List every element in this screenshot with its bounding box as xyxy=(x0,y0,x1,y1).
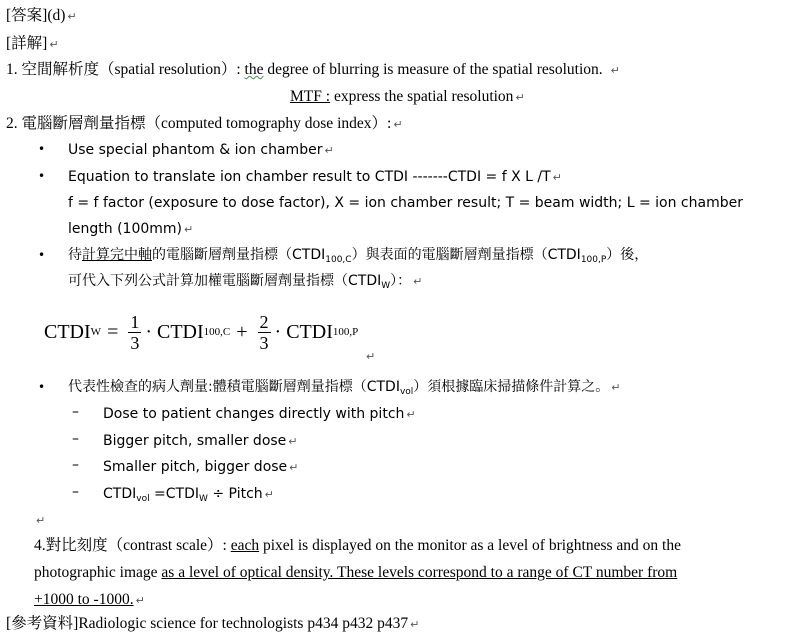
paragraph-mark: ↵ xyxy=(515,91,525,104)
item2-label: 2. 電腦斷層劑量指標（computed tomography dose index）: xyxy=(6,115,392,132)
paragraph-mark: ↵ xyxy=(135,594,145,607)
paragraph-mark: ↵ xyxy=(393,118,403,131)
bullet-3-end: ）後， xyxy=(606,247,649,263)
dash-2 xyxy=(103,431,298,452)
item2-line xyxy=(6,114,403,135)
dash-4-pre: CTDI xyxy=(103,486,137,502)
bullet-2-text: Equation to translate ion chamber result to CTDI -------CTDI = f X L /T xyxy=(68,169,551,185)
bullet-3-sub-1: 100,C xyxy=(325,255,352,265)
item1-line xyxy=(6,60,620,81)
item4-underlined-3: +1000 to -1000. xyxy=(34,591,134,608)
bullet-dot: • xyxy=(38,248,46,262)
dash-1-text: Dose to patient changes directly with pitch xyxy=(103,406,405,422)
reference-text: [參考資料]Radiologic science for technologists p434 p432 p437 xyxy=(6,615,409,632)
bullet-2-cont-2 xyxy=(68,219,193,240)
dash-4-end: ÷ Pitch xyxy=(207,486,263,502)
paragraph-mark: ↵ xyxy=(288,435,298,448)
item4-label: 4.對比刻度（contrast scale）: xyxy=(34,537,231,554)
fraction-numerator: 1 xyxy=(130,311,140,332)
bullet-dot: • xyxy=(38,380,46,394)
item1-label: 1. 空間解析度（spatial resolution）: xyxy=(6,61,245,78)
formula-plus: + xyxy=(236,320,248,343)
item4-text-1: pixel is displayed on the monitor as a level of brightness and on the xyxy=(259,537,681,554)
bullet-3 xyxy=(68,245,648,270)
paragraph-mark: ↵ xyxy=(67,10,77,23)
reference-line xyxy=(6,614,419,635)
bullet-1 xyxy=(68,140,334,161)
bullet-4-end: ）須根據臨床掃描條件計算之。 xyxy=(413,379,610,395)
bullet-3-pre: 待 xyxy=(68,247,82,263)
paragraph-mark: ↵ xyxy=(611,381,621,394)
answer-line xyxy=(6,6,77,27)
item1-text: degree of blurring is measure of the spatial resolution. xyxy=(263,61,603,78)
item4-line-3 xyxy=(34,590,145,611)
dash-1 xyxy=(103,404,416,425)
bullet-4-sub: vol xyxy=(399,387,414,397)
paragraph-mark: ↵ xyxy=(610,64,620,77)
dash-4-mid: =CTDI xyxy=(149,486,200,502)
dash-marker: – xyxy=(72,404,79,420)
bullet-3-mid-2: ）與表面的電腦斷層劑量指標（CTDI xyxy=(351,247,581,263)
paragraph-mark: ↵ xyxy=(324,144,334,157)
bullet-3-mid: 的電腦斷層劑量指標（CTDI xyxy=(152,247,326,263)
bullet-3-cont-end: ）： xyxy=(390,273,412,289)
bullet-4-pre: 代表性檢查的病人劑量:體積電腦斷層劑量指標（CTDI xyxy=(68,379,400,395)
fraction-two-thirds xyxy=(258,312,271,353)
ctdiw-formula xyxy=(44,306,358,358)
fraction-denominator: 3 xyxy=(259,332,269,353)
mtf-text: express the spatial resolution xyxy=(330,88,514,105)
formula-term-1-sub: 100,C xyxy=(203,326,231,338)
mtf-line xyxy=(290,87,525,108)
bullet-2-cont-1 xyxy=(68,193,743,213)
item4-underlined-1: each xyxy=(230,537,260,554)
formula-lhs: CTDI xyxy=(44,320,91,343)
paragraph-mark: ↵ xyxy=(366,350,376,363)
dash-2-text: Bigger pitch, smaller dose xyxy=(103,433,287,449)
dash-marker: – xyxy=(72,484,79,500)
item4-line-2 xyxy=(34,563,677,583)
item4-line-2-pre: photographic image xyxy=(34,564,162,581)
mtf-label: MTF : xyxy=(290,88,331,105)
paragraph-mark: ↵ xyxy=(406,408,416,421)
paragraph-mark: ↵ xyxy=(413,275,423,288)
paragraph-mark: ↵ xyxy=(49,38,59,51)
paragraph-mark: ↵ xyxy=(410,618,420,631)
paragraph-mark: ↵ xyxy=(552,171,562,184)
paragraph-mark: ↵ xyxy=(36,514,46,527)
dash-marker: – xyxy=(72,457,79,473)
detail-heading xyxy=(6,34,59,55)
bullet-4 xyxy=(68,377,621,402)
bullet-3-sub-2: 100,P xyxy=(580,255,607,265)
dash-4-sub-1: vol xyxy=(136,494,150,504)
bullet-2-cont-1-text: f = f factor (exposure to dose factor), X = ion chamber result; T = beam width; L = ion chamber xyxy=(68,195,743,211)
bullet-dot: • xyxy=(38,169,46,183)
formula-term-2-sub: 100,P xyxy=(332,326,359,338)
fraction-denominator: 3 xyxy=(130,332,140,353)
bullet-dot: • xyxy=(38,142,46,156)
bullet-2 xyxy=(68,167,562,188)
bullet-2-cont-2-text: length (100mm) xyxy=(68,221,182,237)
item1-underlined: the xyxy=(244,61,264,78)
fraction-one-third xyxy=(128,312,141,353)
bullet-1-text: Use special phantom & ion chamber xyxy=(68,142,323,158)
item4-underlined-2: as a level of optical density. These levels correspond to a range of CT number from xyxy=(161,564,678,581)
dash-marker: – xyxy=(72,431,79,447)
formula-equals: = xyxy=(107,320,119,343)
detail-text: [詳解] xyxy=(6,35,48,52)
paragraph-mark: ↵ xyxy=(184,223,194,236)
formula-term-1: · CTDI xyxy=(145,320,204,343)
dash-3-text: Smaller pitch, bigger dose xyxy=(103,459,288,475)
dash-3 xyxy=(103,457,298,478)
bullet-3-cont-sub: W xyxy=(381,281,391,291)
bullet-3-cont xyxy=(68,271,422,296)
item4-line-1 xyxy=(34,536,681,556)
dash-4-sub-2: W xyxy=(199,494,208,504)
bullet-3-cont-pre: 可代入下列公式計算加權電腦斷層劑量指標（CTDI xyxy=(68,273,382,289)
fraction-numerator: 2 xyxy=(259,311,269,332)
bullet-3-underlined: 計算完中軸 xyxy=(82,247,152,263)
formula-lhs-sub: W xyxy=(90,326,102,338)
paragraph-mark: ↵ xyxy=(289,461,299,474)
answer-text: [答案](d) xyxy=(6,7,66,24)
dash-4 xyxy=(103,484,274,509)
paragraph-mark: ↵ xyxy=(264,488,274,501)
formula-term-2: · CTDI xyxy=(274,320,333,343)
